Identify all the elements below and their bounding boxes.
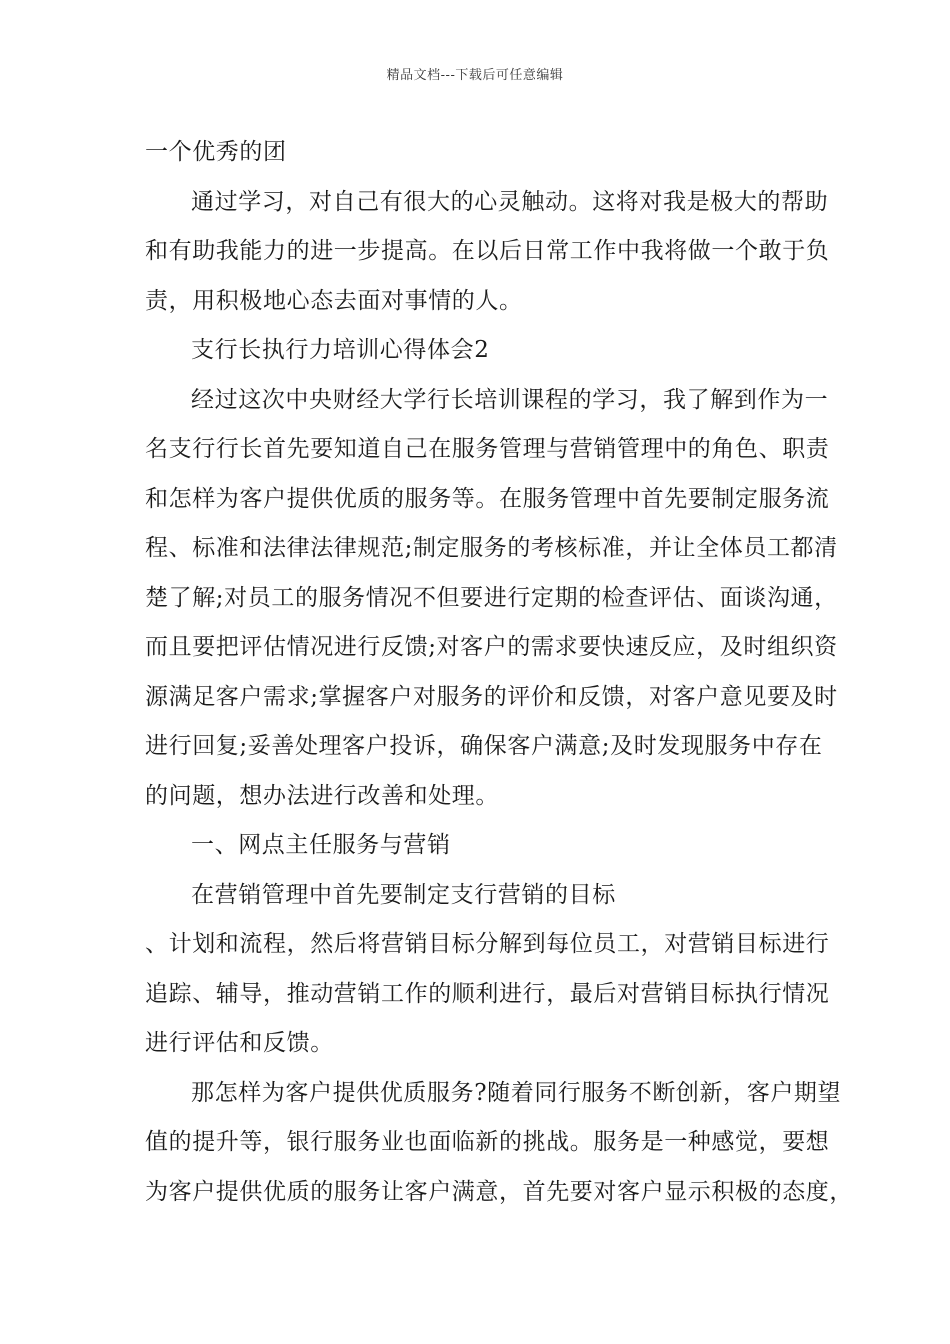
text-line: 源满足客户需求;掌握客户对服务的评价和反馈，对客户意见要及时 (145, 683, 838, 710)
text-line: 经过这次中央财经大学行长培训课程的学习，我了解到作为一 (191, 386, 829, 413)
text-line: 楚了解;对员工的服务情况不但要进行定期的检查评估、面谈沟通， (145, 584, 838, 611)
text-line: 进行评估和反馈。 (145, 1030, 334, 1056)
text-line: 的问题，想办法进行改善和处理。 (145, 782, 499, 809)
text-line: 在营销管理中首先要制定支行营销的目标 (191, 881, 616, 908)
text-line: 而且要把评估情况进行反馈;对客户的需求要快速反应，及时组织资 (145, 634, 838, 660)
text-line: 一、网点主任服务与营销 (191, 832, 451, 858)
text-line: 和怎样为客户提供优质的服务等。在服务管理中首先要制定服务流 (145, 485, 830, 512)
text-line: 和有助我能力的进一步提高。在以后日常工作中我将做一个敢于负 (145, 238, 830, 264)
document-body (145, 128, 853, 1217)
page-header: 精品文档---下载后可任意编辑 (386, 68, 564, 83)
text-line: 为客户提供优质的服务让客户满意，首先要对客户显示积极的态度， (145, 1178, 853, 1205)
text-line: 支行长执行力培训心得体会2 (191, 337, 490, 363)
text-line: 一个优秀的团 (145, 139, 287, 165)
text-line: 进行回复;妥善处理客户投诉，确保客户满意;及时发现服务中存在 (145, 733, 823, 759)
text-line: 值的提升等，银行服务业也面临新的挑战。服务是一种感觉，要想 (145, 1129, 830, 1155)
text-line: 责，用积极地心态去面对事情的人。 (145, 287, 523, 314)
text-line: 追踪、辅导，推动营销工作的顺利进行，最后对营销目标执行情况 (145, 980, 830, 1007)
text-line: 那怎样为客户提供优质服务?随着同行服务不断创新，客户期望 (191, 1079, 842, 1106)
text-line: 程、标准和法律法律规范;制定服务的考核标准，并让全体员工都清 (145, 535, 838, 561)
text-line: 、计划和流程，然后将营销目标分解到每位员工，对营销目标进行 (145, 931, 830, 957)
text-line: 名支行行长首先要知道自己在服务管理与营销管理中的角色、职责 (145, 436, 830, 462)
text-line: 通过学习，对自己有很大的心灵触动。这将对我是极大的帮助 (191, 188, 829, 215)
